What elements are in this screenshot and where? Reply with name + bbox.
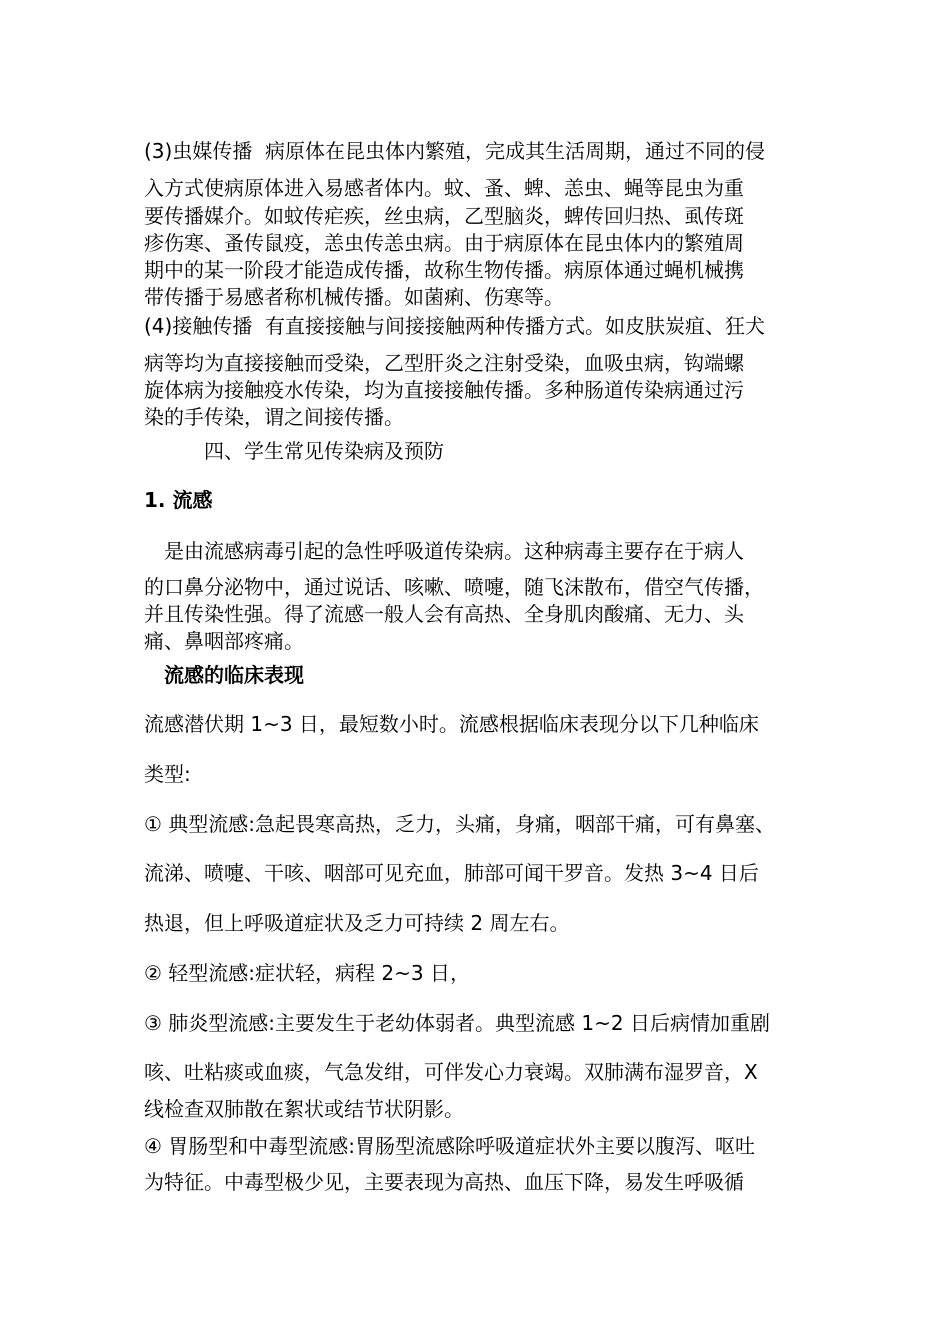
paragraph-line: 类型: (144, 762, 191, 786)
paragraph-line: 咳、吐粘痰或血痰，气急发绀，可伴发心力衰竭。双肺满布湿罗音，X (144, 1060, 758, 1084)
subsection-heading: 1. 流感 (144, 488, 213, 512)
paragraph-line: 旋体病为接触疫水传染，均为直接接触传播。多种肠道传染病通过污 (144, 378, 744, 402)
paragraph-line: 痛、鼻咽部疼痛。 (144, 629, 304, 653)
paragraph-line: 流感潜伏期 1~3 日，最短数小时。流感根据临床表现分以下几种临床 (144, 712, 759, 736)
subsection-heading: 流感的临床表现 (164, 663, 304, 687)
paragraph-line: 带传播于易感者称机械传播。如菌痢、伤寒等。 (144, 285, 564, 309)
paragraph-line: 并且传染性强。得了流感一般人会有高热、全身肌肉酸痛、无力、头 (144, 602, 744, 626)
paragraph-line: 期中的某一阶段才能造成传播，故称生物传播。病原体通过蝇机械携 (144, 258, 744, 282)
paragraph-line: 热退，但上呼吸道症状及乏力可持续 2 周左右。 (144, 911, 570, 935)
paragraph-line: 为特征。中毒型极少见，主要表现为高热、血压下降，易发生呼吸循 (144, 1170, 744, 1194)
paragraph-line: 的口鼻分泌物中，通过说话、咳嗽、喷嚏，随飞沫散布，借空气传播， (144, 575, 764, 599)
section-heading: 四、学生常见传染病及预防 (204, 439, 444, 463)
list-item: ③ 肺炎型流感:主要发生于老幼体弱者。典型流感 1~2 日后病情加重剧 (144, 1011, 770, 1035)
paragraph-line: 疹伤寒、蚤传鼠疫，恙虫传恙虫病。由于病原体在昆虫体内的繁殖周 (144, 231, 744, 255)
paragraph-line: 病等均为直接接触而受染，乙型肝炎之注射受染，血吸虫病，钩端螺 (144, 351, 744, 375)
paragraph-line: 线检查双肺散在絮状或结节状阴影。 (144, 1097, 464, 1121)
paragraph-line: 染的手传染，谓之间接传播。 (144, 405, 404, 429)
paragraph-line: 流涕、喷嚏、干咳、咽部可见充血，肺部可闻干罗音。发热 3~4 日后 (144, 861, 759, 885)
paragraph-line: 入方式使病原体进入易感者体内。蚊、蚤、蜱、恙虫、蝇等昆虫为重 (144, 176, 744, 200)
paragraph-line: 是由流感病毒引起的急性呼吸道传染病。这种病毒主要存在于病人 (164, 539, 744, 563)
paragraph-line: 要传播媒介。如蚊传疟疾，丝虫病，乙型脑炎，蜱传回归热、虱传斑 (144, 204, 744, 228)
paragraph-line: (3)虫媒传播 病原体在昆虫体内繁殖，完成其生活周期，通过不同的侵 (144, 139, 766, 163)
list-item: ① 典型流感:急起畏寒高热，乏力，头痛，身痛，咽部干痛，可有鼻塞、 (144, 812, 776, 836)
paragraph-line: (4)接触传播 有直接接触与间接接触两种传播方式。如皮肤炭疽、狂犬 (144, 314, 766, 338)
list-item: ② 轻型流感:症状轻，病程 2~3 日， (144, 961, 470, 985)
list-item: ④ 胃肠型和中毒型流感:胃肠型流感除呼吸道症状外主要以腹泻、呕吐 (144, 1134, 756, 1158)
